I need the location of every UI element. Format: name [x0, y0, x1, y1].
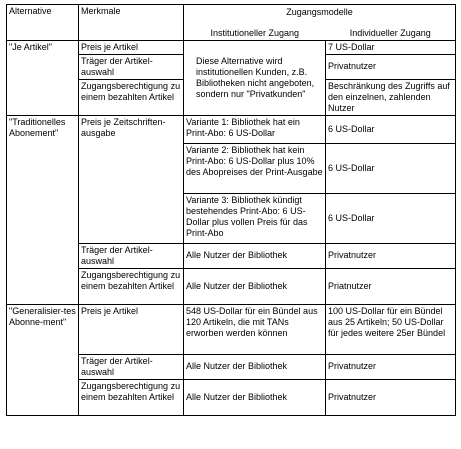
alternative-generalisiert: "Generalisier-tes Abonne-ment": [7, 304, 79, 415]
individuell-cell: Privatnutzer: [326, 354, 456, 379]
header-row-1: [7, 5, 456, 27]
institutionell-cell: Alle Nutzer der Bibliothek: [184, 268, 326, 304]
individuell-cell: 7 US-Dollar: [326, 40, 456, 54]
header-alternative: Alternative: [7, 5, 79, 41]
merkmal-cell: Zugangsberechtigung zu einem bezahlten Artikel: [79, 379, 184, 415]
table-row: [7, 40, 456, 54]
table-row: [7, 115, 456, 143]
merkmal-cell: Zugangsberechtigung zu einem bezahlten Artikel: [79, 79, 184, 115]
header-individuell: Individueller Zugang: [326, 27, 456, 41]
institutionell-cell: Alle Nutzer der Bibliothek: [184, 354, 326, 379]
individuell-cell: Priatnutzer: [326, 268, 456, 304]
institutionell-cell: Alle Nutzer der Bibliothek: [184, 243, 326, 268]
merkmal-cell: Träger der Artikel-auswahl: [79, 54, 184, 79]
alternative-traditionell: "Traditionelles Abonement": [7, 115, 79, 304]
merkmal-cell: Preis je Zeitschriften-ausgabe: [79, 115, 184, 243]
institutionell-cell: Variante 1: Bibliothek hat ein Print-Abo: 6 US-Dollar: [184, 115, 326, 143]
merkmal-cell: Preis je Artikel: [79, 40, 184, 54]
merkmal-cell: Träger der Artikel-auswahl: [79, 354, 184, 379]
institutionell-cell: 548 US-Dollar für ein Bündel aus 120 Artikeln, die mit TANs erworben werden können: [184, 304, 326, 354]
individuell-cell: 6 US-Dollar: [326, 143, 456, 193]
institutionell-cell: Diese Alternative wird institutionellen Kunden, z.B. Bibliotheken nicht angeboten, sondern nur "Privatkunden": [184, 40, 326, 115]
merkmal-cell: Zugangsberechtigung zu einem bezahlten Artikel: [79, 268, 184, 304]
individuell-cell: Privatnutzer: [326, 54, 456, 79]
zugangsmodelle-table: [6, 4, 456, 416]
individuell-cell: 100 US-Dollar für ein Bündel aus 25 Artikeln; 50 US-Dollar für jedes weitere 25er Bündel: [326, 304, 456, 354]
header-zugangsmodelle: Zugangsmodelle: [184, 5, 456, 27]
institutionell-cell: Variante 3: Bibliothek kündigt bestehendes Print-Abo: 6 US-Dollar plus vollen Preis für das Print-Abo: [184, 193, 326, 243]
individuell-cell: Privatnutzer: [326, 243, 456, 268]
individuell-cell: Beschränkung des Zugriffs auf den einzelnen, zahlenden Nutzer: [326, 79, 456, 115]
merkmal-cell: Preis je Artikel: [79, 304, 184, 354]
institutionell-cell: Alle Nutzer der Bibliothek: [184, 379, 326, 415]
header-institutionell: Institutioneller Zugang: [184, 27, 326, 41]
table-row: [7, 304, 456, 354]
individuell-cell: Privatnutzer: [326, 379, 456, 415]
individuell-cell: 6 US-Dollar: [326, 193, 456, 243]
merkmal-cell: Träger der Artikel-auswahl: [79, 243, 184, 268]
header-merkmale: Merkmale: [79, 5, 184, 41]
alternative-je-artikel: "Je Artikel": [7, 40, 79, 115]
institutionell-cell: Variante 2: Bibliothek hat kein Print-Abo: 6 US-Dollar plus 10% des Abopreises der Print-Ausgabe: [184, 143, 326, 193]
individuell-cell: 6 US-Dollar: [326, 115, 456, 143]
